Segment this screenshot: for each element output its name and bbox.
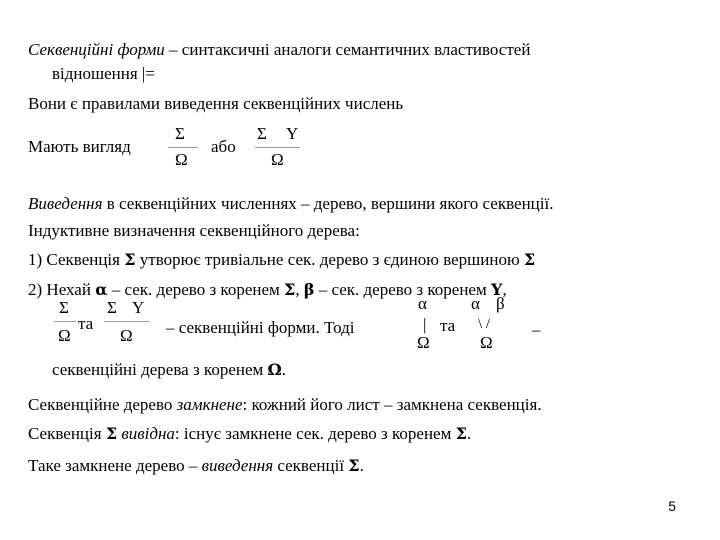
derivable-text-a: Секвенція (28, 424, 106, 443)
sigma-symbol: Σ (523, 250, 536, 269)
form-b-numerator-upsilon: Υ (132, 298, 145, 317)
page-number: 5 (668, 498, 676, 514)
sigma-symbol: Σ (105, 424, 118, 443)
derivable-text-c: . (466, 424, 472, 443)
form2-numerator-upsilon: Υ (286, 124, 299, 143)
rule-two-text-c: , (295, 280, 304, 299)
trees-root-text-b: . (281, 360, 287, 379)
form-a-numerator-sigma: Σ (59, 298, 69, 317)
trees-root-text (52, 360, 286, 380)
rule-two-text-a: 2) Нехай (28, 280, 96, 299)
alpha-symbol: α (95, 280, 108, 299)
term-derivation: Виведення (28, 194, 103, 213)
rule-one-text-a: 1) Секвенція (28, 250, 125, 269)
closed-tree-text-b: : кожний його лист – замкнена секвенція. (242, 395, 542, 414)
tree2-branch: \ / (478, 316, 491, 332)
term-sequent-forms: Секвенційні форми (28, 40, 165, 59)
tree2-leaf-alpha: α (471, 294, 480, 313)
derivable-text-b: : існує замкнене сек. дерево з коренем (174, 424, 456, 443)
forms-then-text: – секвенційні форми. Тоді (166, 318, 355, 337)
inductive-definition-heading: Індуктивне визначення секвенційного дерева: (28, 221, 360, 240)
form2-fraction-line (255, 147, 300, 148)
rule-two (28, 280, 507, 300)
form2-denominator-omega: Ω (271, 150, 284, 169)
rule-two-text-b: – сек. дерево з коренем (107, 280, 285, 299)
sigma-symbol: Σ (455, 424, 467, 443)
form-a-fraction-line (54, 321, 76, 322)
rule-two-text-d: – сек. дерево з коренем (314, 280, 491, 299)
tree1-leaf-alpha: α (418, 294, 427, 313)
form-label: Мають вигляд (28, 137, 131, 156)
tree1-edge: | (423, 315, 427, 334)
rule-one (28, 250, 535, 270)
term-derivation-final: виведення (201, 456, 274, 475)
derivation-definition (28, 194, 553, 214)
beta-symbol: β (303, 280, 315, 299)
form1-fraction-line (168, 147, 198, 148)
form-b-numerator-sigma: Σ (107, 298, 117, 317)
and-word: та (440, 316, 456, 335)
tree2-root-omega: Ω (480, 333, 493, 352)
final-text-c: . (359, 456, 364, 475)
sigma-symbol: Σ (348, 456, 360, 475)
tree2-leaf-beta: β (496, 294, 505, 313)
derivation-closed-tree (28, 456, 364, 476)
or-word: або (211, 137, 236, 156)
form1-denominator-omega: Ω (175, 150, 188, 169)
trees-root-text-a: секвенційні дерева з коренем (52, 360, 268, 379)
omega-symbol: Ω (267, 360, 282, 379)
rules-text: Вони є правилами виведення секвенційних числень (28, 94, 404, 113)
final-text-b: секвенції (273, 456, 349, 475)
form1-numerator-sigma: Σ (175, 124, 185, 143)
relation-text: відношення |= (52, 64, 155, 83)
derivable-definition (28, 424, 471, 444)
rule-two-text-e: , (502, 280, 507, 299)
form-a-denominator-omega: Ω (58, 326, 71, 345)
derivation-text: в секвенційних численнях – дерево, вершини якого секвенції. (102, 194, 554, 213)
dash: – (532, 320, 541, 339)
rule-one-text-b: утворює тривіальне сек. дерево з єдиною вершиною (135, 250, 524, 269)
term-closed: замкнене (176, 395, 243, 414)
final-text-a: Таке замкнене дерево – (28, 456, 202, 475)
form2-numerator-sigma: Σ (257, 124, 267, 143)
sequent-forms-text: – синтаксичні аналоги семантичних властивостей (164, 40, 531, 59)
form-b-denominator-omega: Ω (120, 326, 133, 345)
sigma-symbol: Σ (284, 280, 296, 299)
upsilon-symbol: Υ (491, 280, 503, 299)
term-derivable: вивідна (121, 424, 175, 443)
closed-tree-text-a: Секвенційне дерево (28, 395, 177, 414)
sigma-symbol: Σ (124, 250, 136, 269)
closed-tree-definition (28, 395, 542, 415)
form-b-fraction-line (104, 321, 149, 322)
sequent-forms-definition (28, 40, 530, 60)
tree1-root-omega: Ω (417, 333, 430, 352)
and-word: та (78, 314, 94, 333)
